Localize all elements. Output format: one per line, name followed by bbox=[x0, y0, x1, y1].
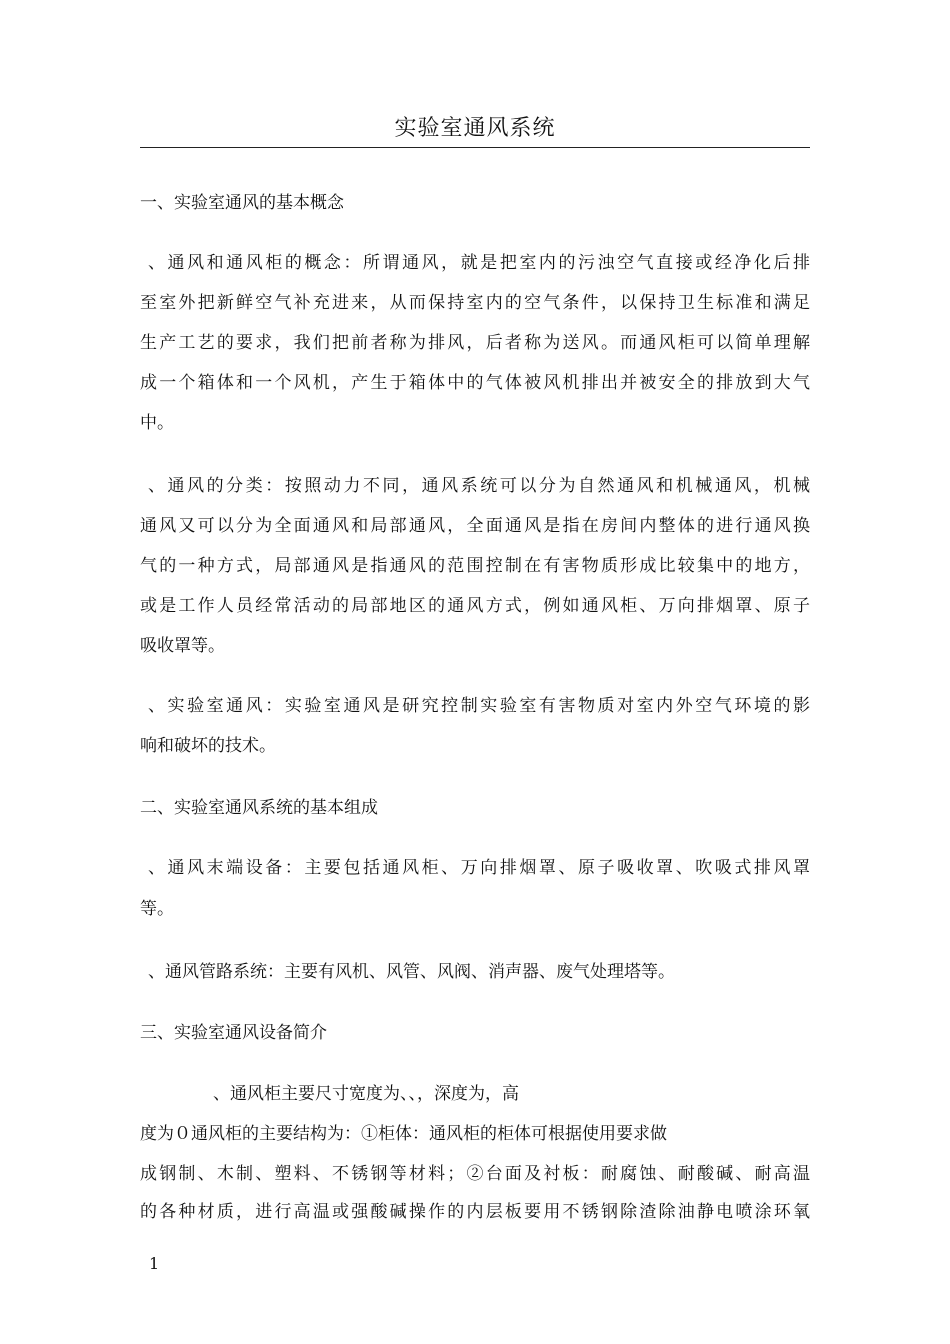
paragraph-line: 吸收罩等。 bbox=[140, 636, 225, 656]
paragraph-line: 成钢制、木制、塑料、不锈钢等材料；②台面及衬板：耐腐蚀、耐酸碱、耐高温 bbox=[140, 1164, 810, 1184]
paragraph-line: 响和破坏的技术。 bbox=[140, 736, 276, 756]
paragraph-line: 生产工艺的要求，我们把前者称为排风，后者称为送风。而通风柜可以简单理解 bbox=[140, 333, 810, 353]
section-heading: 一、实验室通风的基本概念 bbox=[140, 193, 344, 213]
title-underline bbox=[140, 147, 810, 148]
paragraph-line: 、通风的分类：按照动力不同，通风系统可以分为自然通风和机械通风，机械 bbox=[148, 476, 810, 496]
section-heading: 三、实验室通风设备简介 bbox=[140, 1023, 327, 1043]
paragraph-line: 中。 bbox=[140, 413, 174, 433]
paragraph-line: 等。 bbox=[140, 899, 174, 919]
paragraph-line: 成一个箱体和一个风机，产生于箱体中的气体被风机排出并被安全的排放到大气 bbox=[140, 373, 810, 393]
paragraph-line: 、通风和通风柜的概念：所谓通风，就是把室内的污浊空气直接或经净化后排 bbox=[148, 253, 810, 273]
page-number: 1 bbox=[149, 1254, 160, 1273]
document-title: 实验室通风系统 bbox=[394, 116, 556, 141]
paragraph-line: 至室外把新鲜空气补充进来，从而保持室内的空气条件，以保持卫生标准和满足 bbox=[140, 293, 810, 313]
paragraph-line: 度为０通风柜的主要结构为：①柜体：通风柜的柜体可根据使用要求做 bbox=[140, 1124, 667, 1144]
paragraph-line: 的各种材质，进行高温或强酸碱操作的内层板要用不锈钢除渣除油静电喷涂环氧 bbox=[140, 1202, 810, 1222]
paragraph-line: 、通风末端设备：主要包括通风柜、万向排烟罩、原子吸收罩、吹吸式排风罩 bbox=[148, 858, 810, 878]
paragraph-line: 或是工作人员经常活动的局部地区的通风方式，例如通风柜、万向排烟罩、原子 bbox=[140, 596, 810, 616]
paragraph-line: 通风又可以分为全面通风和局部通风，全面通风是指在房间内整体的进行通风换 bbox=[140, 516, 810, 536]
paragraph-line: 气的一种方式，局部通风是指通风的范围控制在有害物质形成比较集中的地方， bbox=[140, 556, 810, 576]
section-heading: 二、实验室通风系统的基本组成 bbox=[140, 798, 378, 818]
paragraph-line: 、实验室通风：实验室通风是研究控制实验室有害物质对室内外空气环境的影 bbox=[148, 696, 810, 716]
paragraph-line: 、通风管路系统：主要有风机、风管、风阀、消声器、废气处理塔等。 bbox=[148, 962, 675, 982]
paragraph-line: 、通风柜主要尺寸宽度为、、，深度为，高 bbox=[213, 1084, 519, 1104]
